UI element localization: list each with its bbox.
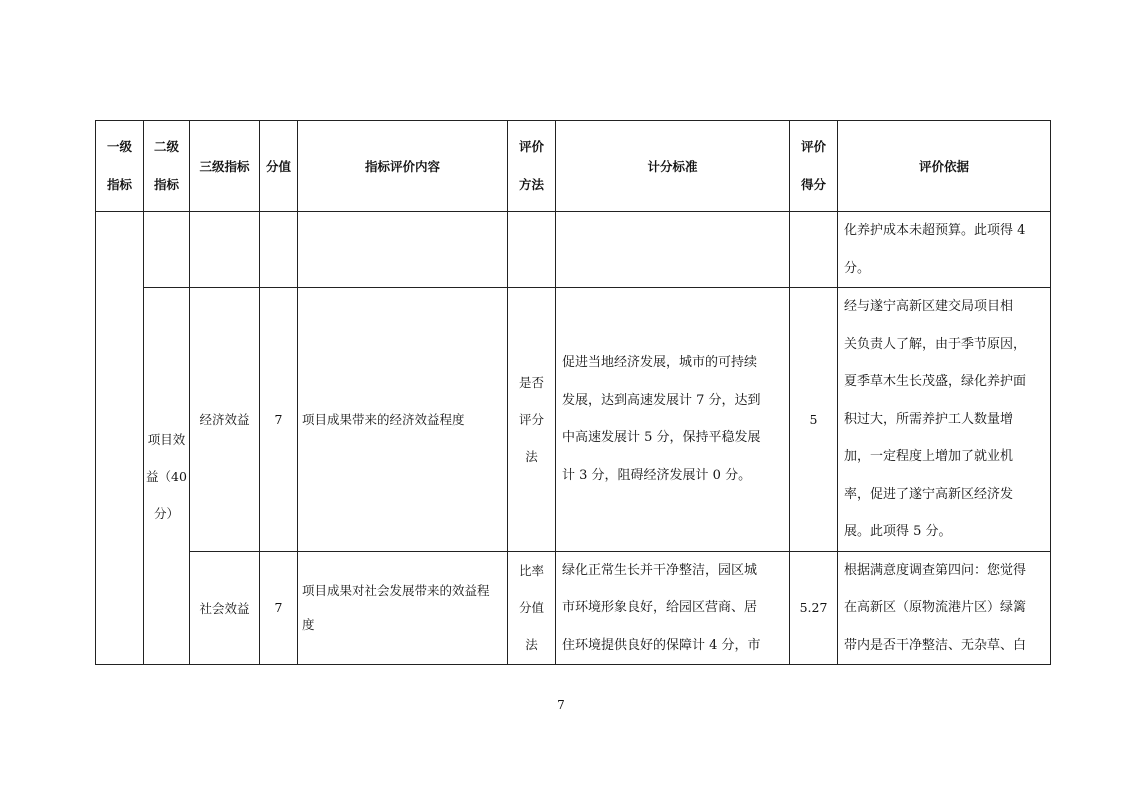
method-social: 比率 分值 法 [508,551,556,665]
table-row-continuation [96,212,1051,288]
empty-cell [508,212,556,288]
basis-social: 根据满意度调查第四问：您觉得 在高新区（原物流港片区）绿篱 带内是否干净整洁、无杂草、白 [838,551,1051,665]
level1-cell-empty [96,212,144,665]
header-basis: 评价依据 [838,121,1051,212]
got-economic: 5 [790,288,838,552]
header-got: 评价 得分 [790,121,838,212]
page-number: 7 [557,698,565,712]
content-social: 项目成果对社会发展带来的效益程 度 [298,551,508,665]
empty-cell [790,212,838,288]
standard-economic: 促进当地经济发展，城市的可持续 发展，达到高速发展计 7 分，达到 中高速发展计 5 分，保持平稳发展 计 3 分，阻碍经济发展计 0 分。 [556,288,790,552]
empty-cell [298,212,508,288]
group-label-project-benefit: 项目效 益（40 分） [144,288,190,665]
indicator-economic: 经济效益 [190,288,260,552]
header-level1: 一级 指标 [96,121,144,212]
header-level2: 二级 指标 [144,121,190,212]
header-score: 分值 [260,121,298,212]
standard-social: 绿化正常生长并干净整洁，园区城 市环境形象良好，给园区营商、居 住环境提供良好的保障计 4 分，市 [556,551,790,665]
score-social: 7 [260,551,298,665]
table-row-economic [96,288,1051,552]
content-economic: 项目成果带来的经济效益程度 [298,288,508,552]
empty-cell [144,212,190,288]
header-content: 指标评价内容 [298,121,508,212]
header-level3: 三级指标 [190,121,260,212]
indicator-social: 社会效益 [190,551,260,665]
basis-economic: 经与遂宁高新区建交局项目相 关负责人了解，由于季节原因， 夏季草木生长茂盛，绿化养护面 积过大，所需养护工人数量增 加，一定程度上增加了就业机 率，促进了遂宁高新区经济发 展。此项得 5 分。 [838,288,1051,552]
table-row-social [96,551,1051,665]
empty-cell [190,212,260,288]
got-social: 5.27 [790,551,838,665]
header-row [96,121,1051,212]
score-economic: 7 [260,288,298,552]
empty-cell [556,212,790,288]
empty-cell [260,212,298,288]
header-method: 评价 方法 [508,121,556,212]
header-standard: 计分标准 [556,121,790,212]
method-economic: 是否 评分 法 [508,288,556,552]
basis-continuation: 化养护成本未超预算。此项得 4 分。 [838,212,1051,288]
evaluation-table [95,120,1051,665]
